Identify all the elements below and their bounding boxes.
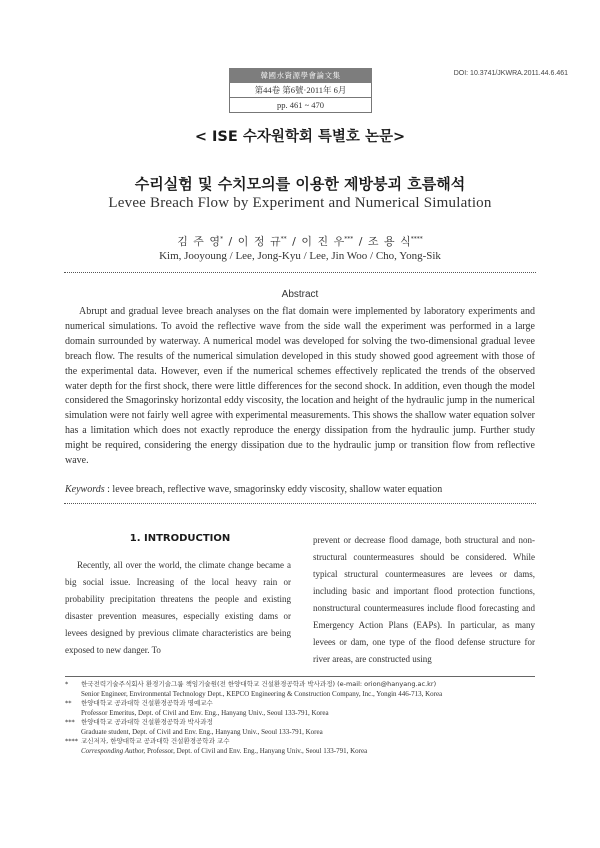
- keywords-sep: :: [104, 484, 113, 495]
- page-range: pp. 461 ~ 470: [229, 98, 372, 113]
- authors-korean: 김 주 영* / 이 정 규** / 이 진 우*** / 조 용 식****: [177, 235, 423, 248]
- intro-left-column: [65, 557, 291, 659]
- divider-bottom: [64, 503, 536, 504]
- author-2: 이 정 규**: [237, 235, 287, 248]
- journal-info-box: [229, 68, 372, 113]
- abstract-body: [65, 305, 535, 469]
- title-korean: 수리실험 및 수치모의를 이용한 제방붕괴 흐름해석: [134, 175, 466, 193]
- doi: DOI: 10.3741/JKWRA.2011.44.6.461: [453, 70, 568, 77]
- abstract-heading: Abstract: [281, 289, 319, 300]
- keywords: [65, 484, 535, 495]
- introduction-heading: 1. INTRODUCTION: [129, 533, 231, 544]
- keywords-label: Keywords: [65, 484, 105, 495]
- intro-right-column: [313, 532, 535, 668]
- volume-issue: 第44卷 第6號·2011年 6月: [229, 83, 372, 98]
- footnote-3: *** 한양대학교 공과대학 건설환경공학과 박사과정 Graduate student, Dept. of Civil and Env. Eng., Hanyang Univ., Seoul 133-791, Korea: [65, 718, 323, 736]
- author-3: 이 진 우***: [301, 235, 354, 248]
- author-4: 조 용 식****: [367, 235, 423, 248]
- divider-top: [64, 272, 536, 273]
- footnotes: [65, 680, 540, 756]
- abstract-text: Abrupt and gradual levee breach analyses on the flat domain were implemented by laboratory experiments and numerical simulations. To avoid the reflective wave from the side wall the experiment was performed in a large domain surrounded by waterway. A numerical model was developed for solving the two-dimensional gradual levee breach flow. The results of the numerical simulation developed in this study showed good agreement with those of the experimental data. However, even if the numerical schemes effectively replicated the trends of the observed water depth for the first shock, there were little differences for the second shock. In addition, even though the model considered the Smagorinsky horizontal eddy viscosity, the location and height of the hydraulic jump in the numerical simulation were not fairly well agree with experimental measurements. This shows the shallow water equation solver has a limitation which does not exactly reproduce the energy dissipation from the hydraulic jump. Further study might be required, considering the energy dissipation due to the hydraulic jump or transition flow from reflective wave.: [65, 306, 535, 467]
- title-english: Levee Breach Flow by Experiment and Numerical Simulation: [108, 195, 492, 211]
- footnote-rule: [65, 676, 535, 677]
- footnote-1: * 한국전력기술주식회사 환경기술그룹 책임기술원(전 한양대학교 건설환경공학과 박사과정) (e-mail: orion@hanyang.ac.kr) Senior Engineer, Environmental Technology Dept., KEPCO Engineering & Construction Company, Inc., Yongin 446-713, Korea: [65, 680, 443, 698]
- intro-left-text: Recently, all over the world, the climate change became a big social issue. Increasing of the local heavy rain or probability precipitation threatens the people and existing disaster prevention measures, especially existing dams or levees designed by previous climate characteristics are being exposed to new danger. To: [65, 560, 291, 655]
- journal-name: 韓國水資源學會論文集: [229, 68, 372, 83]
- intro-right-text: prevent or decrease flood damage, both structural and non-structural countermeasures should be considered. While typical structural countermeasures are levees or dams, including basic and important flood protection functions, nonstructural countermeasures include flood forecasting and Emergency Action Plans (EAPs). In particular, as many levees or dam, one type of the flood defense structure for river areas, are constructed using: [313, 535, 535, 664]
- special-issue-label: < ISE 수자원학회 특별호 논문>: [194, 129, 406, 145]
- footnote-4: **** 교신저자, 한양대학교 공과대학 건설환경공학과 교수 Corresponding Author, Professor, Dept. of Civil and Env. Eng., Hanyang Univ., Seoul 133-791, Korea: [65, 737, 368, 755]
- footnote-2: ** 한양대학교 공과대학 건설환경공학과 명예교수 Professor Emeritus, Dept. of Civil and Env. Eng., Hanyang Univ., Seoul 133-791, Korea: [65, 699, 329, 717]
- keywords-text: levee breach, reflective wave, smagorinsky eddy viscosity, shallow water equation: [112, 484, 443, 495]
- authors-english: Kim, Jooyoung / Lee, Jong-Kyu / Lee, Jin Woo / Cho, Yong-Sik: [159, 250, 441, 262]
- author-1: 김 주 영*: [177, 235, 224, 248]
